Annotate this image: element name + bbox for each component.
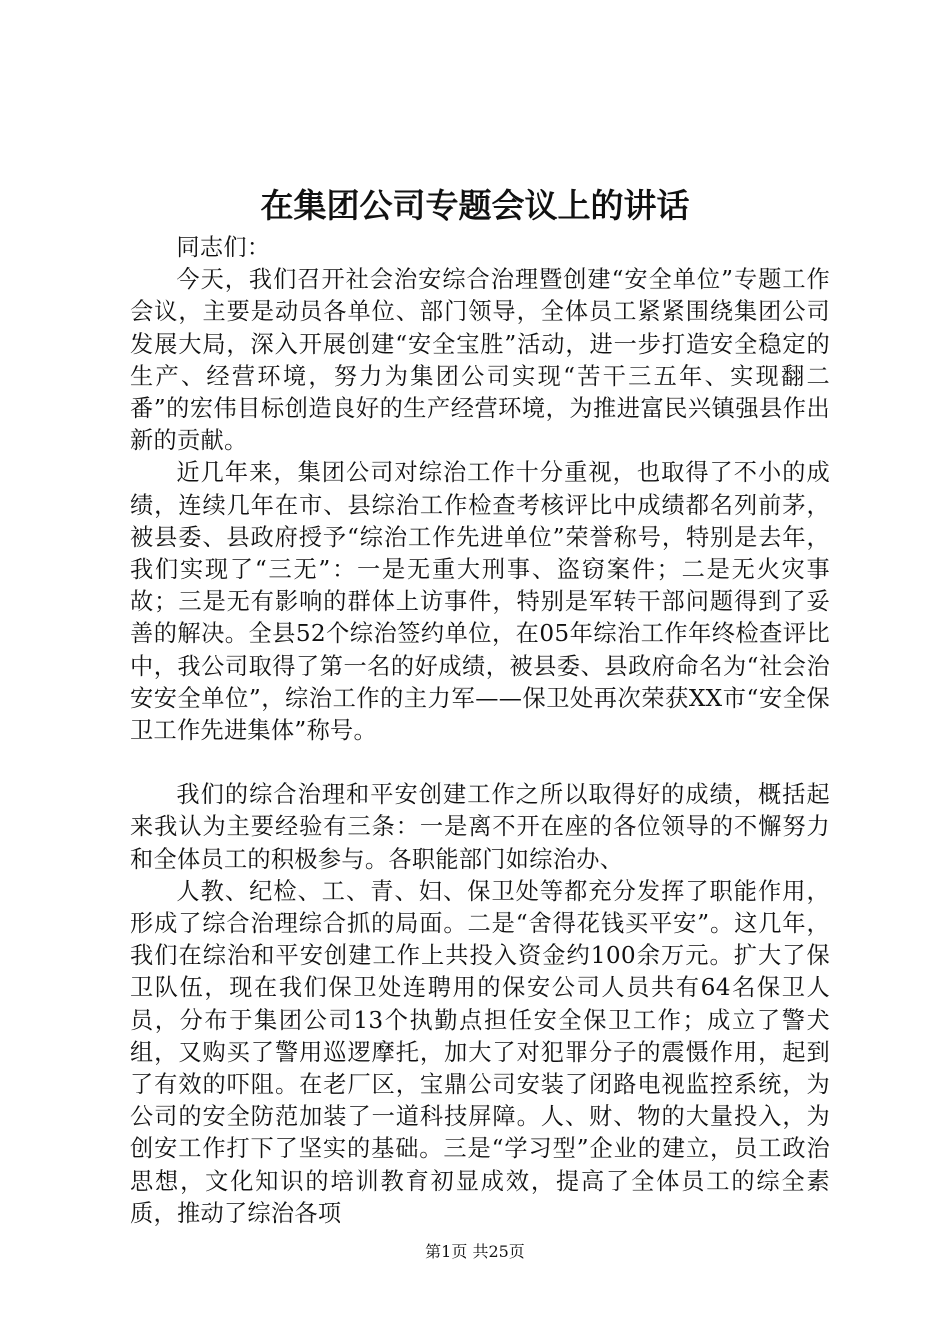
paragraph-3: 我们的综合治理和平安创建工作之所以取得好的成绩，概括起来我认为主要经验有三条：一是离不开在座的各位领导的不懈努力和全体员工的积极参与。各职能部门如综治办、 [130, 781, 830, 873]
paragraph-4: 人教、纪检、工、青、妇、保卫处等都充分发挥了职能作用，形成了综合治理综合抓的局面。二是“舍得花钱买平安”。这几年，我们在综治和平安创建工作上共投入资金约100余万元。扩大了保卫队伍，现在我们保卫处连聘用的保安公司人员共有64名保卫人员，分布于集团公司13个执勤点担任安全保卫工作；成立了警犬组，又购买了警用巡逻摩托，加大了对犯罪分子的震慑作用，起到了有效的吓阻。在老厂区，宝鼎公司安装了闭路电视监控系统，为公司的安全防范加装了一道科技屏障。人、财、物的大量投入，为创安工作打下了坚实的基础。三是“学习型”企业的建立，员工政治思想，文化知识的培训教育初显成效，提高了全体员工的综全素质，推动了综治各项 [130, 877, 830, 1227]
document-body [130, 232, 830, 1230]
salutation: 同志们： [176, 234, 271, 261]
page-footer: 第1页 共25页 [425, 1242, 525, 1261]
document-title: 在集团公司专题会议上的讲话 [260, 186, 690, 225]
paragraph-2: 近几年来，集团公司对综治工作十分重视，也取得了不小的成绩，连续几年在市、县综治工作检查考核评比中成绩都名列前茅，被县委、县政府授予“综治工作先进单位”荣誉称号，特别是去年，我们实现了“三无”：一是无重大刑事、盗窃案件；二是无火灾事故；三是无有影响的群体上访事件，特别是军转干部问题得到了妥善的解决。全县52个综治签约单位，在05年综治工作年终检查评比中，我公司取得了第一名的好成绩，被县委、县政府命名为“社会治安安全单位”，综治工作的主力军——保卫处再次荣获XX市“安全保卫工作先进集体”称号。 [130, 459, 830, 745]
paragraph-1: 今天，我们召开社会治安综合治理暨创建“安全单位”专题工作会议，主要是动员各单位、部门领导，全体员工紧紧围绕集团公司发展大局，深入开展创建“安全宝胜”活动，进一步打造安全稳定的生产、经营环境，努力为集团公司实现“苦干三五年、实现翻二番”的宏伟目标创造良好的生产经营环境，为推进富民兴镇强县作出新的贡献。 [130, 266, 830, 455]
